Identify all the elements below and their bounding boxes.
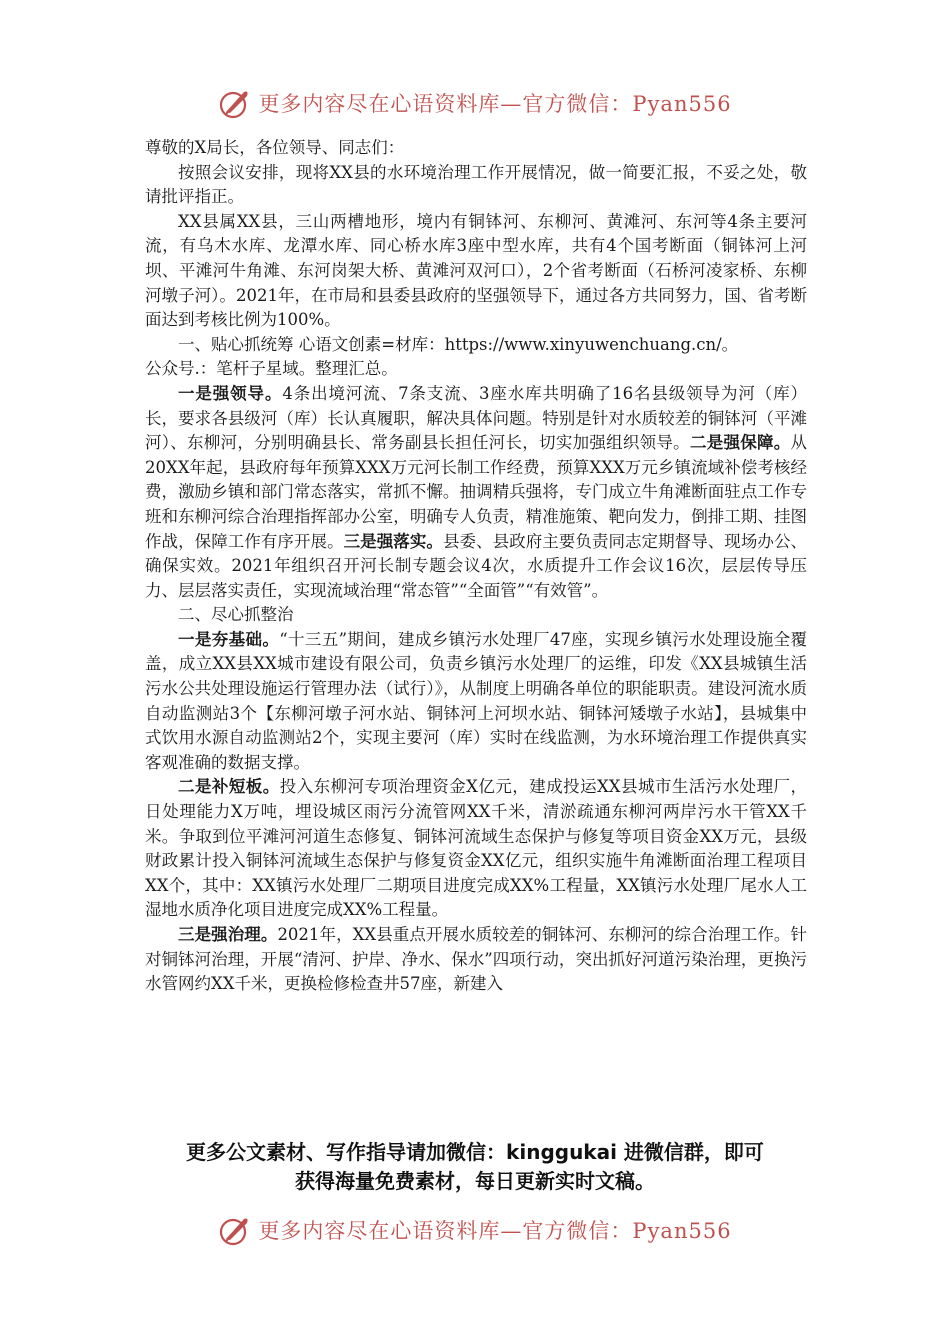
footer-banner-text: 更多内容尽在心语资料库—官方微信：Pyan556 bbox=[258, 1219, 732, 1243]
section2-heading: 二、尽心抓整治 bbox=[178, 605, 294, 625]
lead-governance: 三是强治理。 bbox=[178, 925, 278, 944]
quill-logo-icon bbox=[218, 1213, 252, 1247]
header-banner bbox=[0, 83, 950, 123]
section1-paragraph bbox=[145, 382, 807, 603]
text-strong-leadership: 4条出境河流、7条支流、3座水库共明确了16名县级领导为河（库）长，要求各县级河（库）长认真履职，解决具体问题。特别是针对水质较差的铜钵河（平滩河）、东柳河，分别明确县长、常务副县长担任河长，切实加强组织领导。 bbox=[145, 383, 807, 453]
header-banner-text: 更多内容尽在心语资料库—官方微信：Pyan556 bbox=[258, 92, 732, 116]
lead-strong-guarantee: 二是强保障。 bbox=[689, 433, 791, 453]
section1-heading: 一、贴心抓统筹 心语文创素=材库：https://www.xinyuwenchuang.cn/。 bbox=[178, 334, 739, 354]
section2-paragraph-shortboard bbox=[145, 775, 807, 923]
footer-note-line1: 更多公文素材、写作指导请加微信：kinggukai 进微信群，即可 bbox=[186, 1140, 764, 1164]
text-shortboard: 投入东柳河专项治理资金X亿元，建成投运XX县城市生活污水处理厂，日处理能力X万吨，埋设城区雨污分流管网XX千米，清淤疏通东柳河两岸污水干管XX千米。争取到位平滩河河道生态修复、铜钵河流域生态保护与修复等项目资金XX万元，县级财政累计投入铜钵河流域生态保护与修复资金XX亿元，组织实施牛角滩断面治理工程项目XX个，其中：XX镇污水处理厂二期项目进度完成XX%工程量，XX镇污水处理厂尾水人工湿地水质净化项目进度完成XX%工程量。 bbox=[145, 777, 808, 920]
lead-strong-implementation: 三是强落实。 bbox=[343, 531, 443, 551]
document-body bbox=[145, 136, 807, 997]
text-foundation: “十三五”期间，建成乡镇污水处理厂47座，实现乡镇污水处理设施全覆盖，成立XX县XX城市建设有限公司，负责乡镇污水处理厂的运维，印发《XX县城镇生活污水公共处理设施运行管理办法（试行）》，从制度上明确各单位的职能职责。建设河流水质自动监测站3个【东柳河墩子河水站、铜钵河上河坝水站、铜钵河矮墩子水站】，县城集中式饮用水源自动监测站2个，实现主要河（库）实时在线监测，为水环境治理工作提供真实客观准确的数据支撑。 bbox=[145, 629, 808, 772]
quill-logo-icon bbox=[218, 86, 252, 120]
footer-banner bbox=[0, 1210, 950, 1250]
text-strong-guarantee: 从20XX年起，县政府每年预算XXX万元河长制工作经费，预算XXX万元乡镇流域补偿考核经费，激励乡镇和部门常态落实，常抓不懈。抽调精兵强将，专门成立牛角滩断面驻点工作专班和东柳河综合治理指挥部办公室，明确专人负责，精准施策、靶向发力，倒排工期、挂图作战，保障工作有序开展。 bbox=[145, 433, 808, 551]
lead-foundation: 一是夯基础。 bbox=[178, 629, 280, 649]
footer-promo-note bbox=[0, 1138, 950, 1196]
salutation: 尊敬的X局长，各位领导、同志们： bbox=[145, 138, 405, 157]
section2-paragraph-foundation bbox=[145, 628, 807, 776]
section2-paragraph-governance bbox=[145, 923, 807, 997]
overview-paragraph: XX县属XX县，三山两槽地形，境内有铜钵河、东柳河、黄滩河、东河等4条主要河流，有乌木水库、龙潭水库、同心桥水库3座中型水库，共有4个国考断面（铜钵河上河坝、平滩河牛角滩、东河岗架大桥、黄滩河双河口），2个省考断面（石桥河凌家桥、东柳河墩子河）。2021年，在市局和县委县政府的坚强领导下，通过各方共同努力，国、省考断面达到考核比例为100%。 bbox=[145, 211, 807, 330]
footer-note-line2: 获得海量免费素材，每日更新实时文稿。 bbox=[295, 1169, 655, 1193]
intro-paragraph: 按照会议安排，现将XX县的水环境治理工作开展情况，做一简要汇报，不妥之处，敬请批评指正。 bbox=[145, 162, 807, 207]
text-strong-implementation: 县委、县政府主要负责同志定期督导、现场办公、确保实效。2021年组织召开河长制专题会议4次，水质提升工作会议16次，层层传导压力、层层落实责任，实现流域治理“常态管”“全面管”“有效管”。 bbox=[145, 531, 808, 600]
text-governance: 2021年，XX县重点开展水质较差的铜钵河、东柳河的综合治理工作。针对铜钵河治理，开展“清河、护岸、净水、保水”四项行动，突出抓好河道污染治理，更换污水管网约XX千米，更换检修检查井57座，新建入 bbox=[145, 925, 808, 994]
lead-strong-leadership: 一是强领导。 bbox=[178, 383, 283, 403]
lead-shortboard: 二是补短板。 bbox=[178, 777, 280, 797]
section1-source-note: 公众号.：笔杆子星域。整理汇总。 bbox=[145, 359, 398, 379]
